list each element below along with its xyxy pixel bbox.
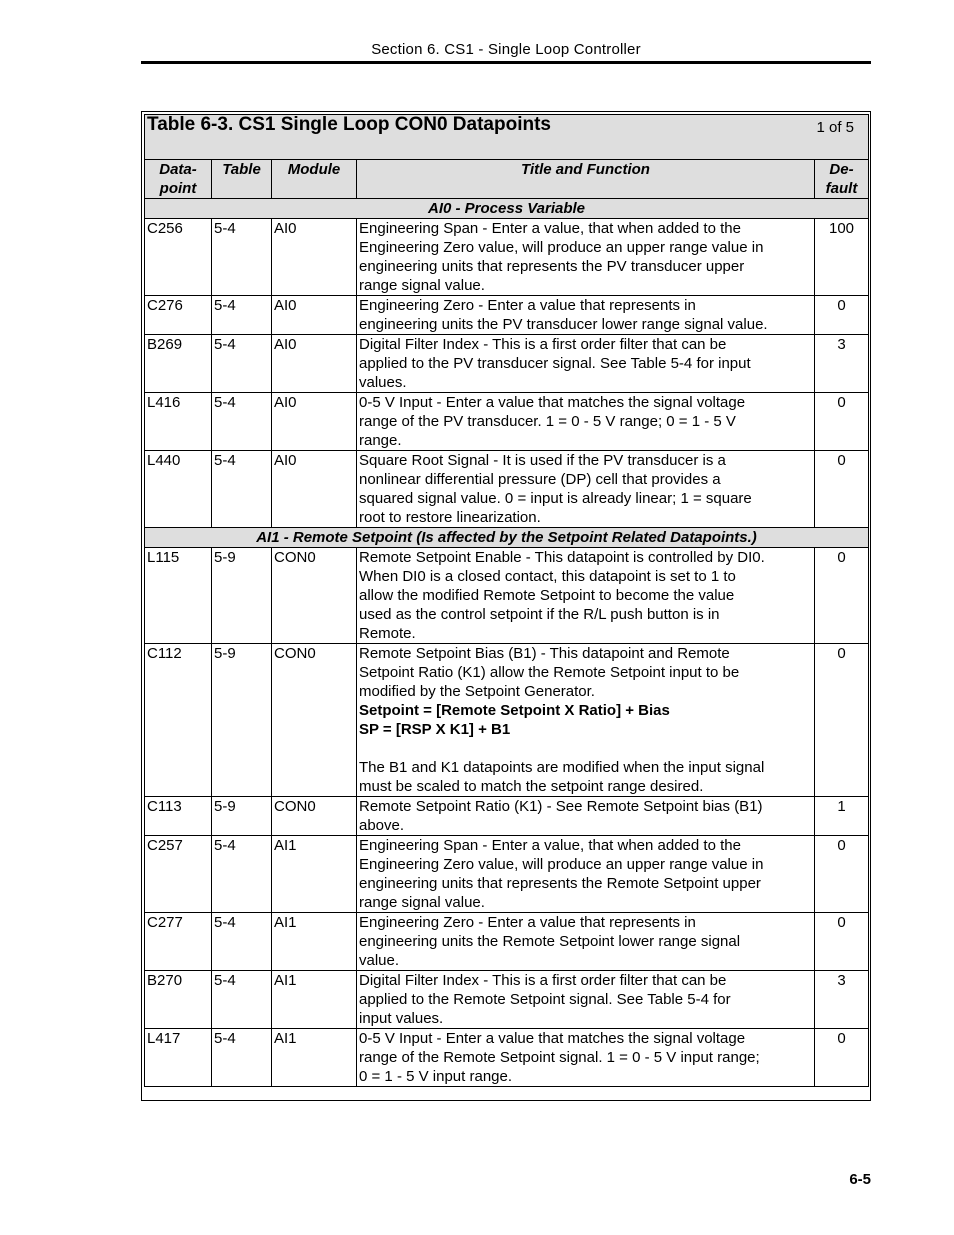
- cell-module: CON0: [272, 644, 357, 797]
- cell-module: AI0: [272, 393, 357, 451]
- cell-table: 5-4: [212, 296, 272, 335]
- function-text-line: above.: [359, 817, 405, 834]
- column-header-datapoint: Data- point: [145, 160, 212, 199]
- function-text-line: engineering units that represents the PV transducer upper: [359, 258, 745, 275]
- function-text-line: Remote Setpoint Enable - This datapoint is controlled by DI0.: [359, 549, 765, 566]
- function-text-line: value.: [359, 952, 400, 969]
- cell-default: 0: [815, 644, 869, 797]
- cell-default: 0: [815, 836, 869, 913]
- section-header-row: [145, 199, 869, 219]
- paragraph-spacer: [359, 739, 812, 758]
- cell-module: AI1: [272, 836, 357, 913]
- column-header-table: Table: [212, 160, 272, 199]
- function-text-line: Engineering Zero value, will produce an upper range value in: [359, 856, 764, 873]
- table-row: [145, 836, 869, 913]
- cell-title-function: [357, 836, 815, 913]
- function-text-line: engineering units the Remote Setpoint lower range signal: [359, 933, 741, 950]
- function-text-line: values.: [359, 374, 407, 391]
- function-text-line: root to restore linearization.: [359, 509, 541, 526]
- cell-datapoint: L115: [145, 548, 212, 644]
- function-text-line: Engineering Zero - Enter a value that represents in: [359, 297, 696, 314]
- column-header-row: [145, 160, 869, 199]
- cell-datapoint: C113: [145, 797, 212, 836]
- function-text-line: Remote.: [359, 625, 416, 642]
- section-header-row: [145, 528, 869, 548]
- function-text-line: When DI0 is a closed contact, this datapoint is set to 1 to: [359, 568, 736, 585]
- cell-module: AI1: [272, 971, 357, 1029]
- cell-table: 5-4: [212, 335, 272, 393]
- function-text-line: Setpoint Ratio (K1) allow the Remote Setpoint input to be: [359, 664, 740, 681]
- cell-datapoint: L440: [145, 451, 212, 528]
- cell-module: AI1: [272, 913, 357, 971]
- cell-datapoint: L417: [145, 1029, 212, 1087]
- cell-title-function: [357, 296, 815, 335]
- cell-title-function: [357, 971, 815, 1029]
- cell-title-function: [357, 644, 815, 797]
- cell-table: 5-4: [212, 971, 272, 1029]
- function-formula-line: SP = [RSP X K1] + B1: [359, 721, 511, 738]
- cell-default: 3: [815, 971, 869, 1029]
- table-row: [145, 971, 869, 1029]
- function-text-line: nonlinear differential pressure (DP) cell that provides a: [359, 471, 721, 488]
- cell-module: AI1: [272, 1029, 357, 1087]
- cell-datapoint: C277: [145, 913, 212, 971]
- function-text-line: range of the Remote Setpoint signal. 1 = 0 - 5 V input range;: [359, 1049, 760, 1066]
- cell-table: 5-4: [212, 913, 272, 971]
- function-text-line: applied to the Remote Setpoint signal. See Table 5-4 for: [359, 991, 731, 1008]
- cell-title-function: [357, 335, 815, 393]
- cell-datapoint: C276: [145, 296, 212, 335]
- function-text-line: engineering units that represents the Remote Setpoint upper: [359, 875, 761, 892]
- cell-table: 5-9: [212, 797, 272, 836]
- cell-default: 0: [815, 393, 869, 451]
- function-formula-line: Setpoint = [Remote Setpoint X Ratio] + Bias: [359, 702, 670, 719]
- cell-table: 5-4: [212, 836, 272, 913]
- cell-table: 5-4: [212, 219, 272, 296]
- table-title-row: [145, 115, 869, 160]
- running-header: Section 6. CS1 - Single Loop Controller: [371, 41, 641, 58]
- function-text-line: range of the PV transducer. 1 = 0 - 5 V range; 0 = 1 - 5 V: [359, 413, 736, 430]
- datapoint-table-frame: [141, 111, 871, 1101]
- function-text-line: applied to the PV transducer signal. See Table 5-4 for input: [359, 355, 751, 372]
- cell-datapoint: C256: [145, 219, 212, 296]
- column-header-title-function: Title and Function: [357, 160, 815, 199]
- table-row: [145, 797, 869, 836]
- cell-module: AI0: [272, 335, 357, 393]
- function-text-line: squared signal value. 0 = input is already linear; 1 = square: [359, 490, 752, 507]
- table-row: [145, 548, 869, 644]
- cell-datapoint: C112: [145, 644, 212, 797]
- cell-title-function: [357, 393, 815, 451]
- page-number: 6-5: [849, 1171, 871, 1188]
- cell-datapoint: L416: [145, 393, 212, 451]
- table-row: [145, 219, 869, 296]
- function-text-line: 0 = 1 - 5 V input range.: [359, 1068, 513, 1085]
- header-rule: [141, 61, 871, 64]
- cell-title-function: [357, 548, 815, 644]
- function-text-line: Remote Setpoint Bias (B1) - This datapoint and Remote: [359, 645, 730, 662]
- function-text-line: Square Root Signal - It is used if the PV transducer is a: [359, 452, 726, 469]
- cell-datapoint: C257: [145, 836, 212, 913]
- cell-default: 0: [815, 451, 869, 528]
- cell-default: 0: [815, 548, 869, 644]
- table-row: [145, 913, 869, 971]
- cell-table: 5-9: [212, 548, 272, 644]
- cell-module: CON0: [272, 548, 357, 644]
- function-text-line: must be scaled to match the setpoint range desired.: [359, 778, 704, 795]
- function-text-line: range.: [359, 432, 402, 449]
- cell-module: AI0: [272, 451, 357, 528]
- function-text-line: input values.: [359, 1010, 444, 1027]
- function-text-line: used as the control setpoint if the R/L push button is in: [359, 606, 720, 623]
- table-page-indicator: 1 of 5: [816, 119, 854, 136]
- cell-table: 5-4: [212, 1029, 272, 1087]
- section-label: AI0 - Process Variable: [145, 199, 869, 219]
- function-text-line: allow the modified Remote Setpoint to become the value: [359, 587, 735, 604]
- column-header-module: Module: [272, 160, 357, 199]
- cell-default: 1: [815, 797, 869, 836]
- cell-title-function: [357, 219, 815, 296]
- table-row: [145, 335, 869, 393]
- cell-module: AI0: [272, 296, 357, 335]
- cell-default: 0: [815, 296, 869, 335]
- table-title: Table 6-3. CS1 Single Loop CON0 Datapoints: [147, 114, 551, 135]
- cell-default: 0: [815, 913, 869, 971]
- cell-table: 5-4: [212, 393, 272, 451]
- cell-datapoint: B270: [145, 971, 212, 1029]
- cell-title-function: [357, 451, 815, 528]
- cell-datapoint: B269: [145, 335, 212, 393]
- cell-module: CON0: [272, 797, 357, 836]
- datapoint-table: [144, 114, 869, 1087]
- table-row: [145, 644, 869, 797]
- cell-table: 5-9: [212, 644, 272, 797]
- cell-title-function: [357, 797, 815, 836]
- table-row: [145, 1029, 869, 1087]
- column-header-default: De- fault: [815, 160, 869, 199]
- function-text-line: Digital Filter Index - This is a first order filter that can be: [359, 336, 727, 353]
- function-text-line: 0-5 V Input - Enter a value that matches the signal voltage: [359, 394, 746, 411]
- section-label: AI1 - Remote Setpoint (Is affected by the Setpoint Related Datapoints.): [145, 528, 869, 548]
- function-text-line: Engineering Span - Enter a value, that when added to the: [359, 837, 741, 854]
- table-row: [145, 451, 869, 528]
- cell-default: 0: [815, 1029, 869, 1087]
- function-text-line: Engineering Zero value, will produce an upper range value in: [359, 239, 764, 256]
- cell-title-function: [357, 913, 815, 971]
- function-text-line: Remote Setpoint Ratio (K1) - See Remote Setpoint bias (B1): [359, 798, 763, 815]
- function-text-line: Engineering Zero - Enter a value that represents in: [359, 914, 696, 931]
- function-text-line: Engineering Span - Enter a value, that when added to the: [359, 220, 741, 237]
- function-text-line: engineering units the PV transducer lower range signal value.: [359, 316, 768, 333]
- function-text-line: range signal value.: [359, 894, 485, 911]
- function-text-line: modified by the Setpoint Generator.: [359, 683, 595, 700]
- cell-default: 100: [815, 219, 869, 296]
- function-text-line: The B1 and K1 datapoints are modified when the input signal: [359, 759, 765, 776]
- cell-module: AI0: [272, 219, 357, 296]
- table-row: [145, 296, 869, 335]
- cell-table: 5-4: [212, 451, 272, 528]
- function-text-line: Digital Filter Index - This is a first order filter that can be: [359, 972, 727, 989]
- table-row: [145, 393, 869, 451]
- function-text-line: range signal value.: [359, 277, 485, 294]
- cell-default: 3: [815, 335, 869, 393]
- cell-title-function: [357, 1029, 815, 1087]
- function-text-line: 0-5 V Input - Enter a value that matches the signal voltage: [359, 1030, 746, 1047]
